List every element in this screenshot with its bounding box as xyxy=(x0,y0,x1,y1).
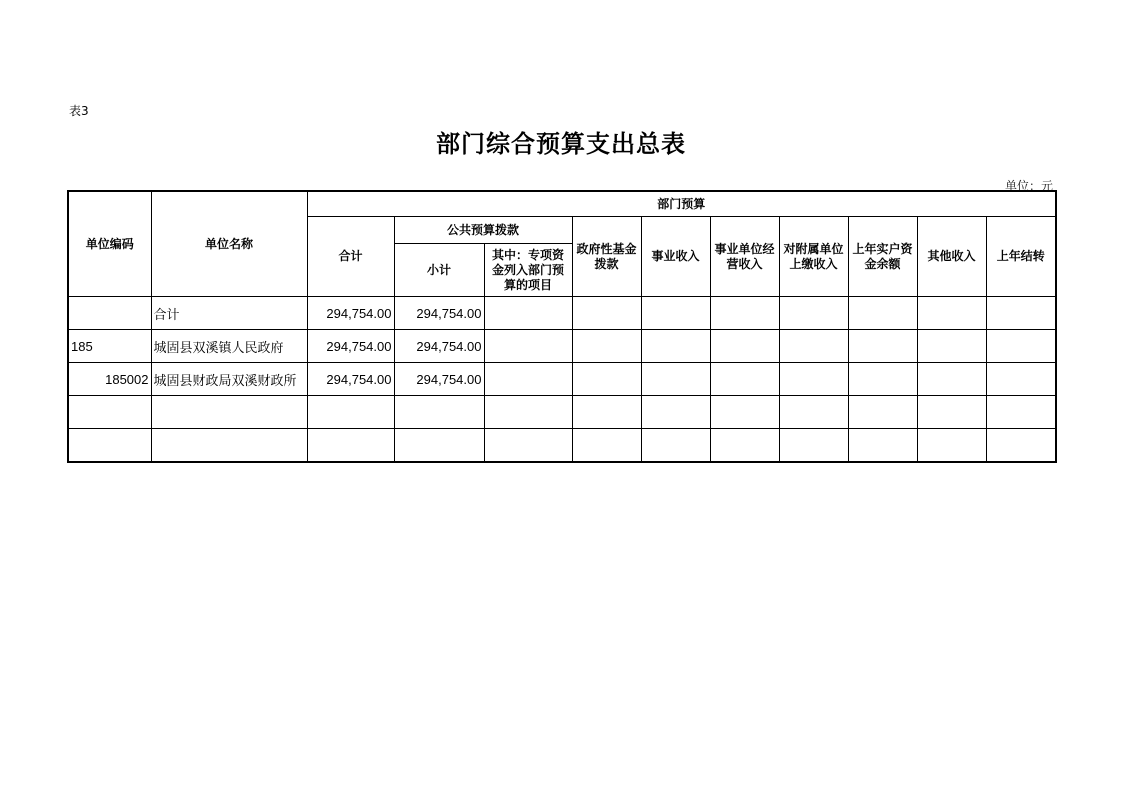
cell-empty xyxy=(484,396,572,429)
cell-name: 城固县财政局双溪财政所 xyxy=(151,363,307,396)
cell-empty xyxy=(986,429,1056,463)
cell-total: 294,754.00 xyxy=(307,297,394,330)
cell-empty xyxy=(848,429,917,463)
cell-code xyxy=(68,297,151,330)
cell-empty xyxy=(641,330,710,363)
cell-empty xyxy=(710,330,779,363)
cell-code xyxy=(68,396,151,429)
cell-empty xyxy=(572,396,641,429)
header-dept-budget: 部门预算 xyxy=(307,191,1056,217)
cell-empty xyxy=(779,396,848,429)
page-title: 部门综合预算支出总表 xyxy=(436,130,686,158)
cell-name: 合计 xyxy=(151,297,307,330)
cell-empty xyxy=(710,297,779,330)
cell-name xyxy=(151,396,307,429)
cell-empty xyxy=(986,363,1056,396)
cell-empty xyxy=(917,297,986,330)
cell-empty xyxy=(572,330,641,363)
header-special-items: 其中：专项资金列入部门预算的项目 xyxy=(484,244,572,297)
cell-empty xyxy=(848,363,917,396)
header-unit-name: 单位名称 xyxy=(151,191,307,297)
header-prior-year-carryover: 上年结转 xyxy=(986,217,1056,297)
cell-code xyxy=(68,429,151,463)
table-row xyxy=(68,396,1056,429)
cell-empty xyxy=(641,297,710,330)
cell-empty xyxy=(484,297,572,330)
cell-total xyxy=(307,396,394,429)
unit-label: 单位：元 xyxy=(1004,179,1053,193)
cell-empty xyxy=(572,363,641,396)
cell-empty xyxy=(986,330,1056,363)
cell-empty xyxy=(779,297,848,330)
cell-empty xyxy=(779,429,848,463)
budget-table xyxy=(67,190,1057,463)
cell-empty xyxy=(572,429,641,463)
table-row xyxy=(68,363,1056,396)
cell-empty xyxy=(641,363,710,396)
cell-empty xyxy=(779,363,848,396)
cell-subtotal xyxy=(394,429,484,463)
header-business-income: 事业收入 xyxy=(641,217,710,297)
cell-subtotal: 294,754.00 xyxy=(394,297,484,330)
header-business-operation-income: 事业单位经营收入 xyxy=(710,217,779,297)
table-number: 表3 xyxy=(69,104,89,118)
header-total: 合计 xyxy=(307,217,394,297)
header-other-income: 其他收入 xyxy=(917,217,986,297)
cell-empty xyxy=(572,297,641,330)
cell-code: 185 xyxy=(68,330,151,363)
cell-empty xyxy=(710,363,779,396)
cell-empty xyxy=(986,396,1056,429)
table-row xyxy=(68,429,1056,463)
cell-total xyxy=(307,429,394,463)
header-unit-code: 单位编码 xyxy=(68,191,151,297)
cell-empty xyxy=(986,297,1056,330)
cell-empty xyxy=(917,330,986,363)
cell-empty xyxy=(641,429,710,463)
cell-empty xyxy=(710,396,779,429)
cell-subtotal xyxy=(394,396,484,429)
cell-empty xyxy=(484,429,572,463)
cell-empty xyxy=(917,429,986,463)
header-public-budget: 公共预算拨款 xyxy=(394,217,572,244)
cell-empty xyxy=(710,429,779,463)
header-gov-fund: 政府性基金拨款 xyxy=(572,217,641,297)
cell-total: 294,754.00 xyxy=(307,363,394,396)
cell-empty xyxy=(779,330,848,363)
cell-subtotal: 294,754.00 xyxy=(394,363,484,396)
table-row xyxy=(68,297,1056,330)
cell-empty xyxy=(641,396,710,429)
cell-name xyxy=(151,429,307,463)
cell-total: 294,754.00 xyxy=(307,330,394,363)
cell-empty xyxy=(848,297,917,330)
cell-code: 185002 xyxy=(68,363,151,396)
header-affiliated-income: 对附属单位上缴收入 xyxy=(779,217,848,297)
cell-empty xyxy=(848,396,917,429)
table-row xyxy=(68,330,1056,363)
cell-empty xyxy=(484,330,572,363)
cell-empty xyxy=(848,330,917,363)
cell-empty xyxy=(917,396,986,429)
cell-name: 城固县双溪镇人民政府 xyxy=(151,330,307,363)
cell-subtotal: 294,754.00 xyxy=(394,330,484,363)
header-prior-year-balance: 上年实户资金余额 xyxy=(848,217,917,297)
header-subtotal: 小计 xyxy=(394,244,484,297)
cell-empty xyxy=(484,363,572,396)
cell-empty xyxy=(917,363,986,396)
